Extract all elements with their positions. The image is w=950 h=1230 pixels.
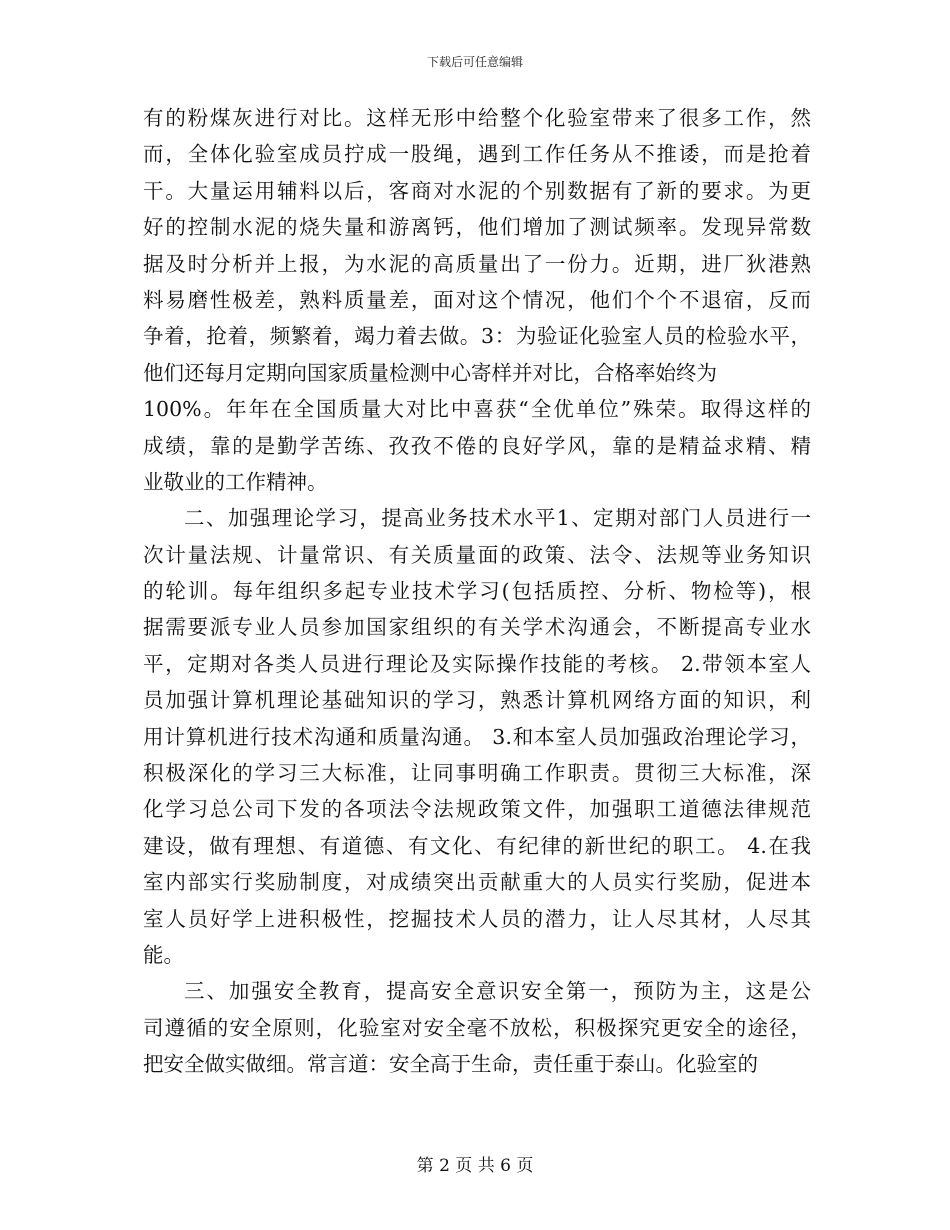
text-line: 建设，做有理想、有道德、有文化、有纪律的新世纪的职工。 4.在我 xyxy=(143,833,811,858)
text-line: 料易磨性极差，熟料质量差，面对这个情况，他们个个不退宿，反而 xyxy=(143,287,811,312)
document-body xyxy=(143,100,811,1083)
text-line: 化学习总公司下发的各项法令法规政策文件，加强职工道德法律规范 xyxy=(143,797,811,822)
text-line: 员加强计算机理论基础知识的学习，熟悉计算机网络方面的知识，利 xyxy=(143,688,811,713)
text-line: 100%。年年在全国质量大对比中喜获“全优单位”殊荣。取得这样的 xyxy=(143,397,811,422)
text-line: 用计算机进行技术沟通和质量沟通。 3.和本室人员加强政治理论学习， xyxy=(143,724,811,749)
text-line: 平，定期对各类人员进行理论及实际操作技能的考核。 2.带领本室人 xyxy=(143,651,811,676)
paragraph-end-line: 业敬业的工作精神。 xyxy=(143,469,328,494)
text-line: 争着，抢着，频繁着，竭力着去做。3：为验证化验室人员的检验水平， xyxy=(143,324,811,349)
section-heading-line: 二、加强理论学习，提高业务技术水平1、定期对部门人员进行一 xyxy=(184,506,811,531)
text-line: 积极深化的学习三大标准，让同事明确工作职责。贯彻三大标准，深 xyxy=(143,761,811,786)
text-line: 室内部实行奖励制度，对成绩突出贡献重大的人员实行奖励，促进本 xyxy=(143,870,811,895)
section-heading-line: 三、加强安全教育，提高安全意识安全第一，预防为主，这是公 xyxy=(184,979,811,1004)
text-line: 把安全做实做细。常言道：安全高于生命，责任重于泰山。化验室的 xyxy=(143,1052,758,1077)
text-line: 有的粉煤灰进行对比。这样无形中给整个化验室带来了很多工作，然 xyxy=(143,106,811,130)
text-line: 他们还每月定期向国家质量检测中心寄样并对比，合格率始终为 xyxy=(143,360,717,385)
text-line: 据及时分析并上报，为水泥的高质量出了一份力。近期，进厂狄港熟 xyxy=(143,251,811,276)
text-line: 据需要派专业人员参加国家组织的有关学术沟通会，不断提高专业水 xyxy=(143,615,811,640)
text-line: 室人员好学上进积极性，挖掘技术人员的潜力，让人尽其材，人尽其 xyxy=(143,906,811,931)
page-number-footer: 第 2 页 共 6 页 xyxy=(416,1156,534,1176)
text-line: 好的控制水泥的烧失量和游离钙，他们增加了测试频率。发现异常数 xyxy=(143,215,811,240)
paragraph-end-line: 能。 xyxy=(143,942,184,967)
text-line: 而，全体化验室成员拧成一股绳，遇到工作任务从不推诿，而是抢着 xyxy=(143,142,811,167)
text-line: 次计量法规、计量常识、有关质量面的政策、法令、法规等业务知识 xyxy=(143,542,811,567)
text-line: 成绩，靠的是勤学苦练、孜孜不倦的良好学风，靠的是精益求精、精 xyxy=(143,433,811,458)
text-line: 干。大量运用辅料以后，客商对水泥的个别数据有了新的要求。为更 xyxy=(143,178,811,203)
page-header: 下载后可任意编辑 xyxy=(426,55,523,69)
text-line: 司遵循的安全原则，化验室对安全毫不放松，积极探究更安全的途径， xyxy=(143,1015,811,1040)
text-line: 的轮训。每年组织多起专业技术学习(包括质控、分析、物检等)，根 xyxy=(143,579,811,604)
